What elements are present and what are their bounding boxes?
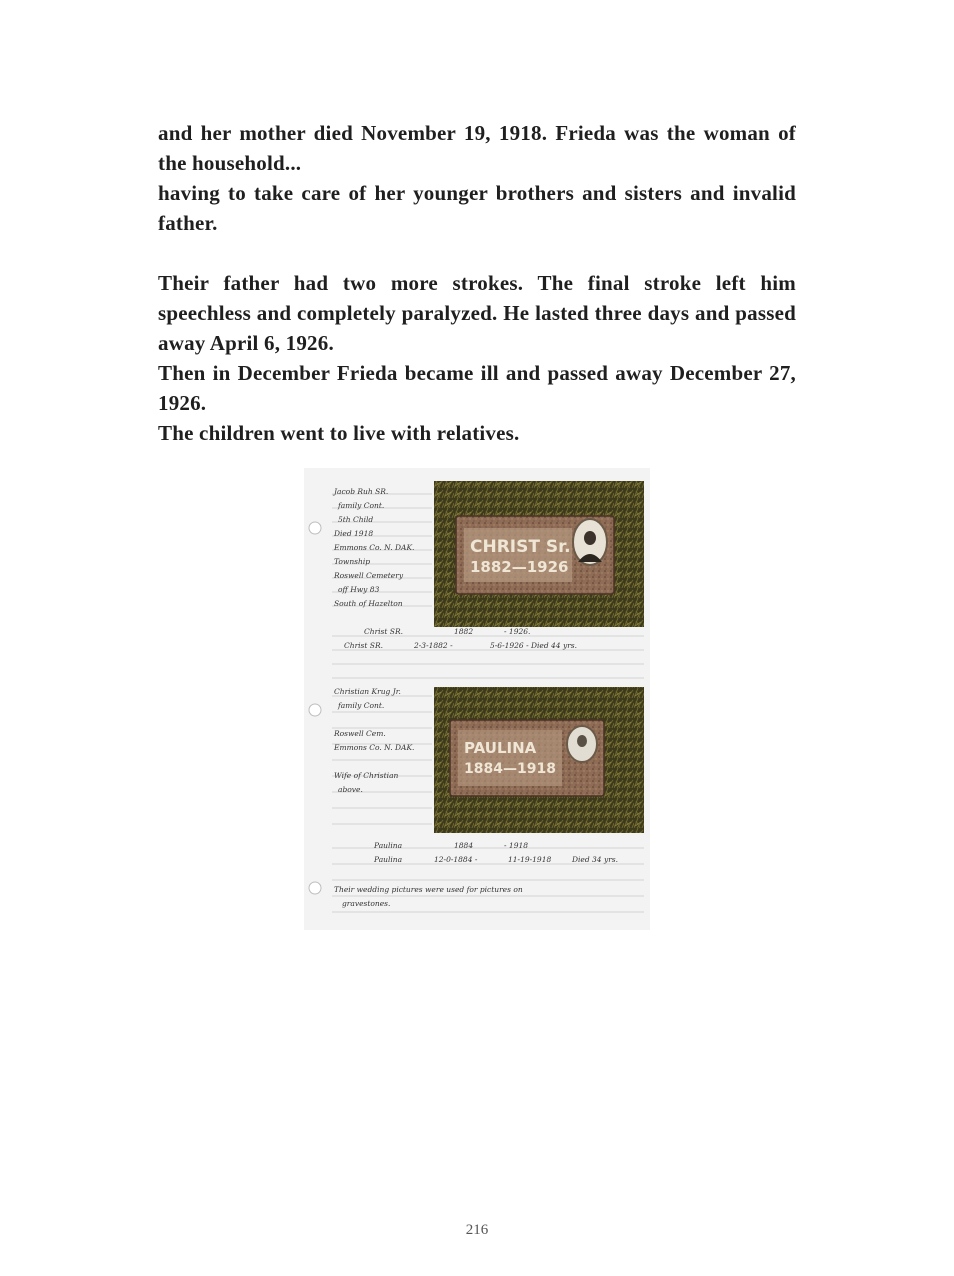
note-2-line-6: above. bbox=[338, 785, 363, 794]
caption-2b-name: Paulina bbox=[374, 855, 403, 864]
caption-2a-died: - 1918 bbox=[504, 841, 529, 850]
note-1-line-6: Township bbox=[334, 557, 371, 566]
photo-album-page bbox=[304, 468, 650, 930]
headstone-1-years: 1882—1926 bbox=[470, 558, 569, 576]
note-1-line-5: Emmons Co. N. DAK. bbox=[334, 543, 415, 552]
caption-2b-died: 11-19-1918 bbox=[508, 855, 552, 864]
headstone-2-name: PAULINA bbox=[464, 739, 537, 757]
note-2-line-5: Wife of Christian bbox=[334, 771, 399, 780]
binder-holes bbox=[309, 522, 321, 894]
caption-2b-born: 12-0-1884 - bbox=[434, 855, 478, 864]
caption-1a-name: Christ SR. bbox=[364, 627, 403, 636]
footnote-line-2: gravestones. bbox=[342, 899, 391, 908]
note-1-line-1: Jacob Ruh SR. bbox=[334, 487, 389, 496]
paragraph-2: having to take care of her younger brothers and sisters and invalid father. bbox=[158, 181, 796, 235]
album-page-illustration bbox=[304, 468, 650, 930]
footnote bbox=[334, 885, 523, 908]
note-2-line-4: Emmons Co. N. DAK. bbox=[334, 743, 415, 752]
handwritten-notes-2 bbox=[333, 687, 414, 794]
caption-1a-died: - 1926. bbox=[504, 627, 531, 636]
headstone-2-years: 1884—1918 bbox=[464, 761, 556, 777]
note-1-line-2: family Cont. bbox=[338, 501, 385, 510]
caption-2a-born: 1884 bbox=[454, 841, 474, 850]
headstone-1-name: CHRIST Sr. bbox=[470, 537, 571, 557]
note-1-line-9: South of Hazelton bbox=[334, 599, 403, 608]
caption-2 bbox=[373, 841, 618, 864]
caption-1b-name: Christ SR. bbox=[344, 641, 383, 650]
paragraph-5: The children went to live with relatives. bbox=[158, 421, 520, 445]
note-1-line-7: Roswell Cemetery bbox=[334, 571, 404, 580]
note-2-line-3: Roswell Cem. bbox=[334, 729, 386, 738]
handwritten-notes-1 bbox=[332, 487, 414, 608]
caption-1 bbox=[344, 627, 577, 650]
note-1-line-4: Died 1918 bbox=[334, 529, 374, 538]
paragraph-4: Then in December Frieda became ill and passed away December 27, 1926. bbox=[158, 361, 796, 415]
note-2-line-1: Christian Krug Jr. bbox=[334, 687, 401, 696]
caption-1b-died: 5-6-1926 - Died 44 yrs. bbox=[490, 641, 578, 650]
note-1-line-8: off Hwy 83 bbox=[338, 585, 380, 594]
headstone-photo-christ bbox=[434, 481, 644, 627]
caption-1b-born: 2-3-1882 - bbox=[414, 641, 453, 650]
caption-2a-name: Paulina bbox=[374, 841, 403, 850]
headstone-photo-paulina bbox=[434, 687, 644, 833]
body-text bbox=[158, 118, 796, 448]
page-number: 216 bbox=[465, 1222, 489, 1238]
caption-2b-age: Died 34 yrs. bbox=[572, 855, 619, 864]
paragraph-3: Their father had two more strokes. The final stroke left him speechless and completely paralyzed. He lasted three days and passed away April 6, 1926. bbox=[158, 271, 796, 355]
note-2-line-2: family Cont. bbox=[338, 701, 385, 710]
paragraph-1: and her mother died November 19, 1918. Frieda was the woman of the household... bbox=[158, 121, 796, 175]
footnote-line-1: Their wedding pictures were used for pictures on bbox=[334, 885, 523, 894]
caption-1a-born: 1882 bbox=[454, 627, 474, 636]
note-1-line-3: 5th Child bbox=[338, 515, 374, 524]
